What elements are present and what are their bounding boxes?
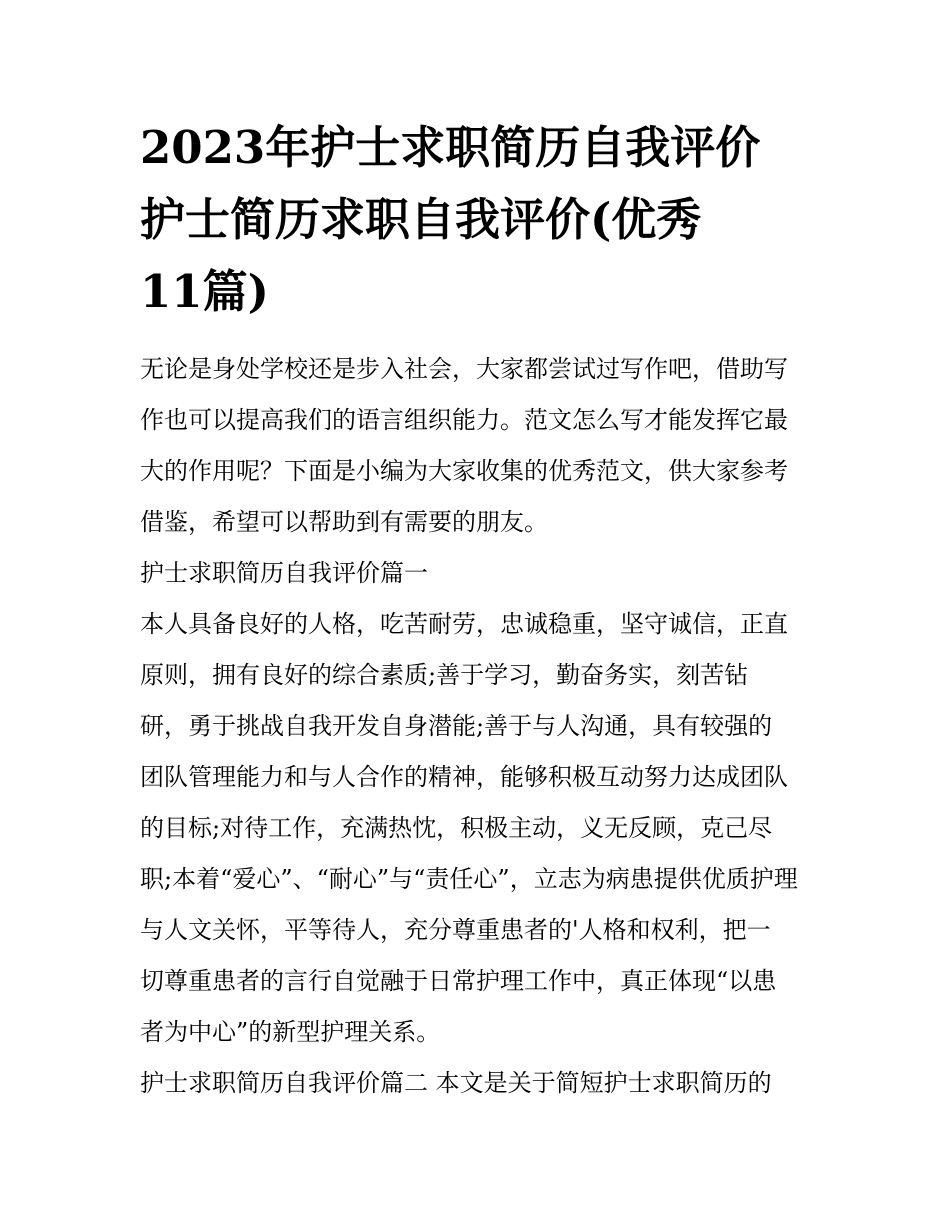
section-1-line: 原则，拥有良好的综合素质;善于学习，勤奋务实，刻苦钻: [140, 661, 749, 689]
section-1-line: 职;本着“爱心”、“耐心”与“责任心”，立志为病患提供优质护理: [140, 865, 798, 893]
intro-line: 无论是身处学校还是步入社会，大家都尝试过写作吧，借助写: [140, 355, 788, 383]
title-line: 11篇): [140, 265, 269, 318]
section-1-line: 与人文关怀，平等待人，充分尊重患者的'人格和权利，把一: [140, 916, 771, 944]
section-1-line: 的目标;对待工作，充满热忱，积极主动，义无反顾，克己尽: [140, 814, 773, 842]
document-title: [140, 112, 820, 328]
section-1-line: 切尊重患者的言行自觉融于日常护理工作中，真正体现“以患: [140, 967, 777, 995]
intro-line: 大的作用呢？下面是小编为大家收集的优秀范文，供大家参考: [140, 457, 788, 485]
document-body: [140, 344, 820, 1109]
section-1-line: 团队管理能力和与人合作的精神，能够积极互动努力达成团队: [140, 763, 788, 791]
intro-line: 作也可以提高我们的语言组织能力。范文怎么写才能发挥它最: [140, 406, 788, 434]
intro-line: 借鉴，希望可以帮助到有需要的朋友。: [140, 508, 548, 536]
section-heading-2: 护士求职简历自我评价篇二 本文是关于简短护士求职简历的: [140, 1069, 772, 1097]
title-line: 护士简历求职自我评价(优秀: [140, 193, 702, 246]
section-1-line: 研，勇于挑战自我开发自身潜能;善于与人沟通，具有较强的: [140, 712, 773, 740]
title-line: 2023年护士求职简历自我评价: [140, 121, 761, 174]
document-page: [140, 112, 820, 1109]
section-heading-1: 护士求职简历自我评价篇一: [140, 559, 428, 587]
section-1-line: 本人具备良好的人格，吃苦耐劳，忠诚稳重，坚守诚信，正直: [140, 610, 788, 638]
section-1-line: 者为中心”的新型护理关系。: [140, 1018, 441, 1046]
